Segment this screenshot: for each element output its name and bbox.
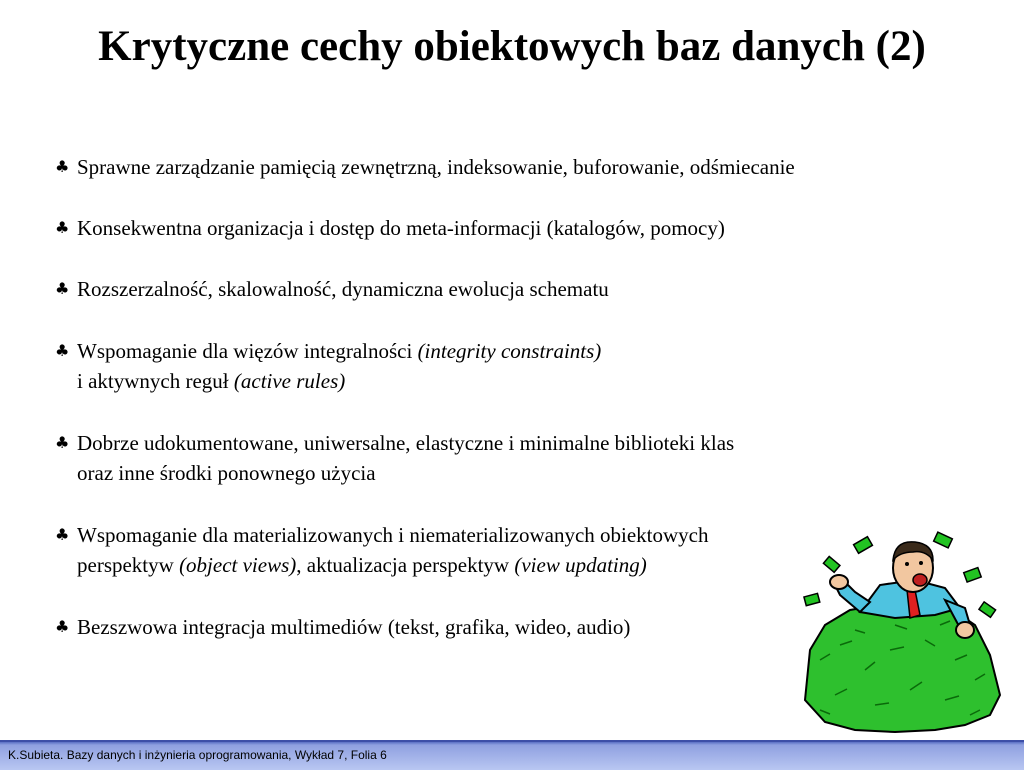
man-in-money-pile-icon <box>795 530 1005 740</box>
bullet-italic-term: (object views) <box>179 553 297 577</box>
slide-title: Krytyczne cechy obiektowych baz danych (2) <box>98 23 926 70</box>
bullet-line: Konsekwentna organizacja i dostęp do meta-informacji (katalogów, pomocy) <box>77 216 725 240</box>
club-bullet-icon: ♣ <box>55 525 70 544</box>
club-bullet-icon: ♣ <box>55 617 70 636</box>
club-bullet-icon: ♣ <box>55 341 70 360</box>
bullet-line: Bezszwowa integracja multimediów (tekst, grafika, wideo, audio) <box>77 615 631 639</box>
bullet-line: Dobrze udokumentowane, uniwersalne, elastyczne i minimalne biblioteki klas <box>77 431 735 455</box>
bullet-italic-term: (active rules) <box>233 369 346 393</box>
bullet-line: Rozszerzalność, skalowalność, dynamiczna ewolucja schematu <box>77 277 609 301</box>
club-bullet-icon: ♣ <box>55 433 70 452</box>
bullet-text: i aktywnych reguł <box>77 369 234 393</box>
club-bullet-icon: ♣ <box>55 218 70 237</box>
bullet-italic-term: (view updating) <box>514 553 647 577</box>
bullet-text: perspektyw <box>77 553 180 577</box>
bullet-line <box>55 550 709 580</box>
bullet-item <box>55 213 725 243</box>
bullet-item <box>55 520 709 580</box>
bullet-item <box>55 274 609 304</box>
bullet-item <box>55 428 734 488</box>
bullet-italic-term: (integrity constraints) <box>417 339 602 363</box>
bullet-line: oraz inne środki ponownego użycia <box>77 461 376 485</box>
club-bullet-icon: ♣ <box>55 157 70 176</box>
bullet-text: , aktualizacja perspektyw <box>296 553 515 577</box>
club-bullet-icon: ♣ <box>55 279 70 298</box>
slide-footer <box>0 740 1024 770</box>
bullet-item <box>55 612 630 642</box>
footer-text: K.Subieta. Bazy danych i inżynieria oprogramowania, Wykład 7, Folia 6 <box>8 748 387 762</box>
bullet-line <box>55 366 601 396</box>
bullet-line <box>55 336 601 366</box>
bullet-item <box>55 336 601 396</box>
bullet-text: Wspomaganie dla więzów integralności <box>77 339 418 363</box>
bullet-line: Sprawne zarządzanie pamięcią zewnętrzną, indeksowanie, buforowanie, odśmiecanie <box>77 155 795 179</box>
bullet-line: Wspomaganie dla materializowanych i niematerializowanych obiektowych <box>77 523 709 547</box>
bullet-item <box>55 152 795 182</box>
